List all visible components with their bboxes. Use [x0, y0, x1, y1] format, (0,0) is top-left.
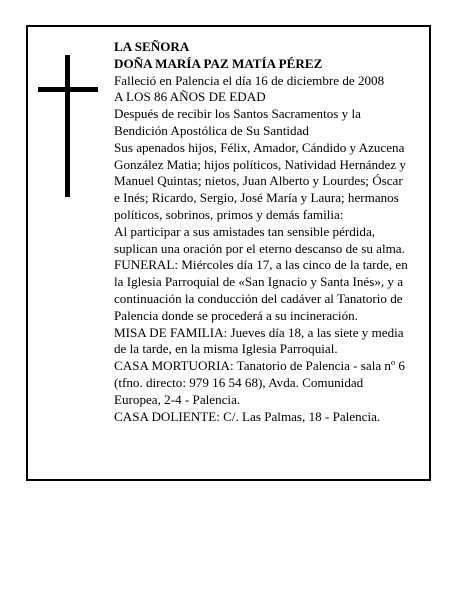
family-mass-line-1: MISA DE FAMILIA: Jueves día 18, a las siete y media [114, 324, 404, 340]
mortuary-line-1: CASA MORTUORIA: Tanatorio de Palencia - sala nº 6 [114, 358, 405, 374]
funeral-line-1: FUNERAL: Miércoles día 17, a las cinco de la tarde, en [114, 257, 408, 273]
family-line-1: Sus apenados hijos, Félix, Amador, Cándido y Azucena [114, 139, 405, 155]
notice-text [114, 39, 424, 425]
sacraments-line-1: Después de recibir los Santos Sacramentos y la [114, 106, 361, 122]
deceased-name: DOÑA MARÍA PAZ MATÍA PÉREZ [114, 55, 323, 71]
cross-horizontal-bar [38, 87, 98, 92]
death-info: Falleció en Palencia el día 16 de diciembre de 2008 [114, 72, 385, 88]
honorific: LA SEÑORA [114, 39, 190, 54]
family-line-2: González Matia; hijos políticos, Natividad Hernández y [114, 156, 406, 172]
mortuary-line-3: Europea, 2-4 - Palencia. [114, 391, 241, 407]
funeral-line-2: la Iglesia Parroquial de «San Ignacio y Santa Inés», y a [114, 274, 404, 290]
mortuary-line-2: (tfno. directo: 979 16 54 68), Avda. Comunidad [114, 374, 364, 390]
mourning-house-line: CASA DOLIENTE: C/. Las Palmas, 18 - Palencia. [114, 408, 381, 424]
announcement-line-1: Al participar a sus amistades tan sensible pérdida, [114, 223, 376, 239]
family-line-3: Manuel Quintas; nietos, Juan Alberto y Lourdes; Óscar [114, 173, 403, 189]
family-mass-line-2: de la tarde, en la misma Iglesia Parroquial. [114, 341, 338, 357]
latin-cross-icon [38, 55, 98, 197]
age-line: A LOS 86 AÑOS DE EDAD [114, 89, 266, 105]
family-line-4: e Inés; Ricardo, Sergio, José María y Laura; hermanos [114, 190, 399, 206]
announcement-line-2: suplican una oración por el eterno descanso de su alma. [114, 240, 405, 256]
funeral-line-3: continuación la conducción del cadáver al Tanatorio de [114, 290, 403, 306]
family-line-5: políticos, sobrinos, primos y demás familia: [114, 206, 344, 222]
funeral-line-4: Palencia donde se procederá a su incineración. [114, 307, 358, 323]
sacraments-line-2: Bendición Apostólica de Su Santidad [114, 122, 309, 138]
cross-vertical-bar [65, 55, 70, 197]
